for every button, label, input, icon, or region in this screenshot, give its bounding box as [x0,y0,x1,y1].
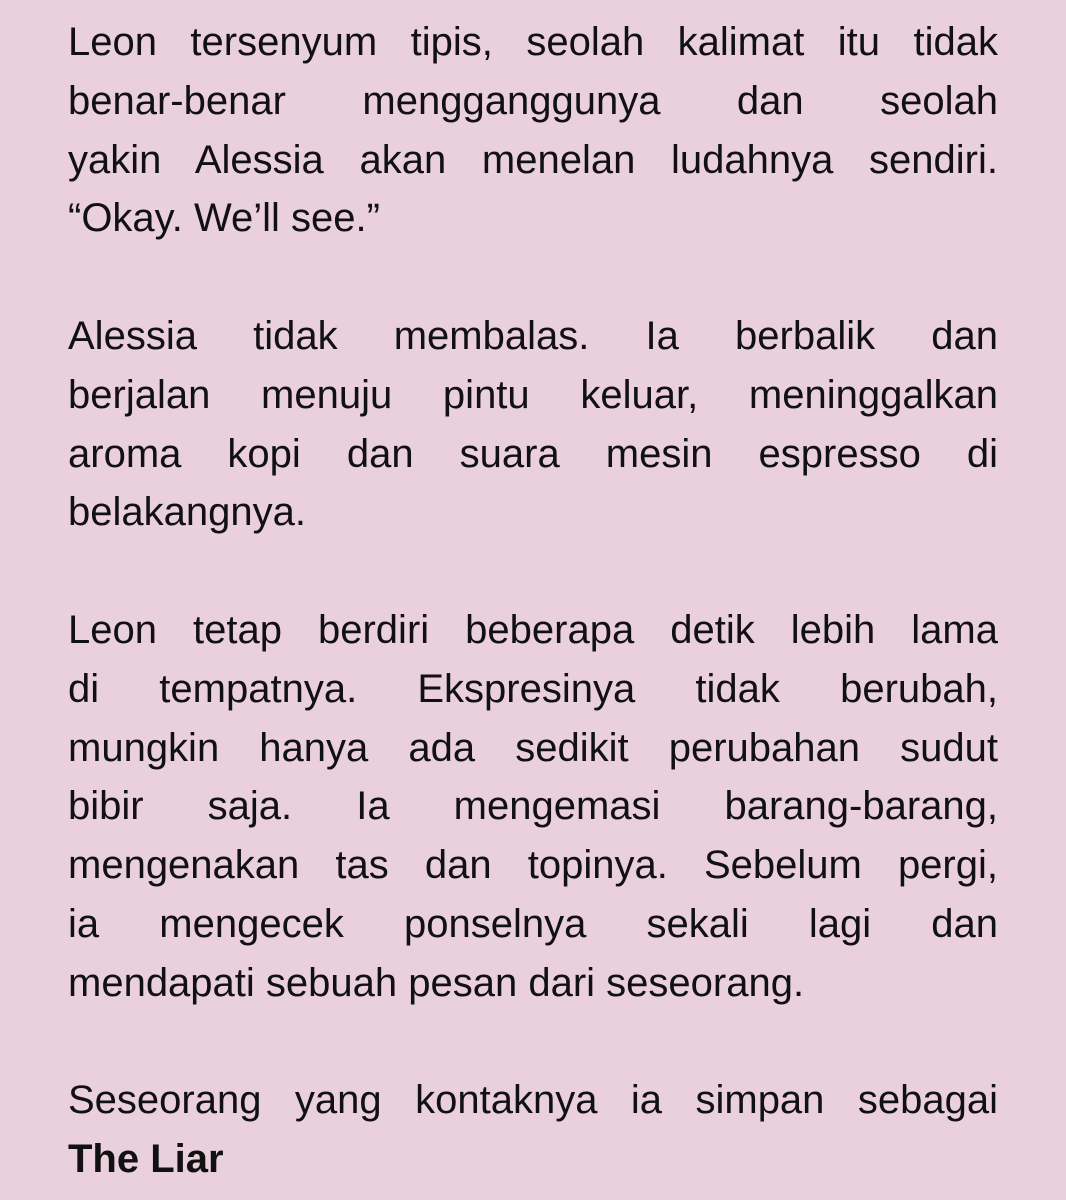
text-line: mendapati sebuah pesan dari seseorang. [68,960,805,1005]
text-line: ia mengecek ponselnya sekali lagi dan [68,901,998,946]
text-line: mungkin hanya ada sedikit perubahan sudut [68,725,998,770]
document-page [68,13,998,1189]
text-line: di tempatnya. Ekspresinya tidak berubah, [68,666,998,711]
text-line: Alessia tidak membalas. Ia berbalik dan [68,313,998,358]
text-line: belakangnya. [68,490,306,535]
paragraph-3 [68,601,998,1013]
text-line: bibir saja. Ia mengemasi barang-barang, [68,784,998,829]
text-line: yakin Alessia akan menelan ludahnya sendiri. [68,137,998,182]
text-line: aroma kopi dan suara mesin espresso di [68,431,998,476]
paragraph-1 [68,13,998,248]
text-line: benar-benar mengganggunya dan seolah [68,78,998,123]
text-line: Leon tetap berdiri beberapa detik lebih lama [68,607,998,652]
text-line: mengenakan tas dan topinya. Sebelum pergi, [68,843,998,888]
text-line: “Okay. We’ll see.” [68,196,380,241]
contact-name-bold: The Liar [68,1137,224,1182]
text-line: Leon tersenyum tipis, seolah kalimat itu tidak [68,20,998,64]
text-line: berjalan menuju pintu keluar, meninggalkan [68,372,998,417]
text-line: Seseorang yang kontaknya ia simpan sebagai [68,1078,998,1123]
paragraph-4 [68,1071,998,1189]
paragraph-2 [68,307,998,542]
